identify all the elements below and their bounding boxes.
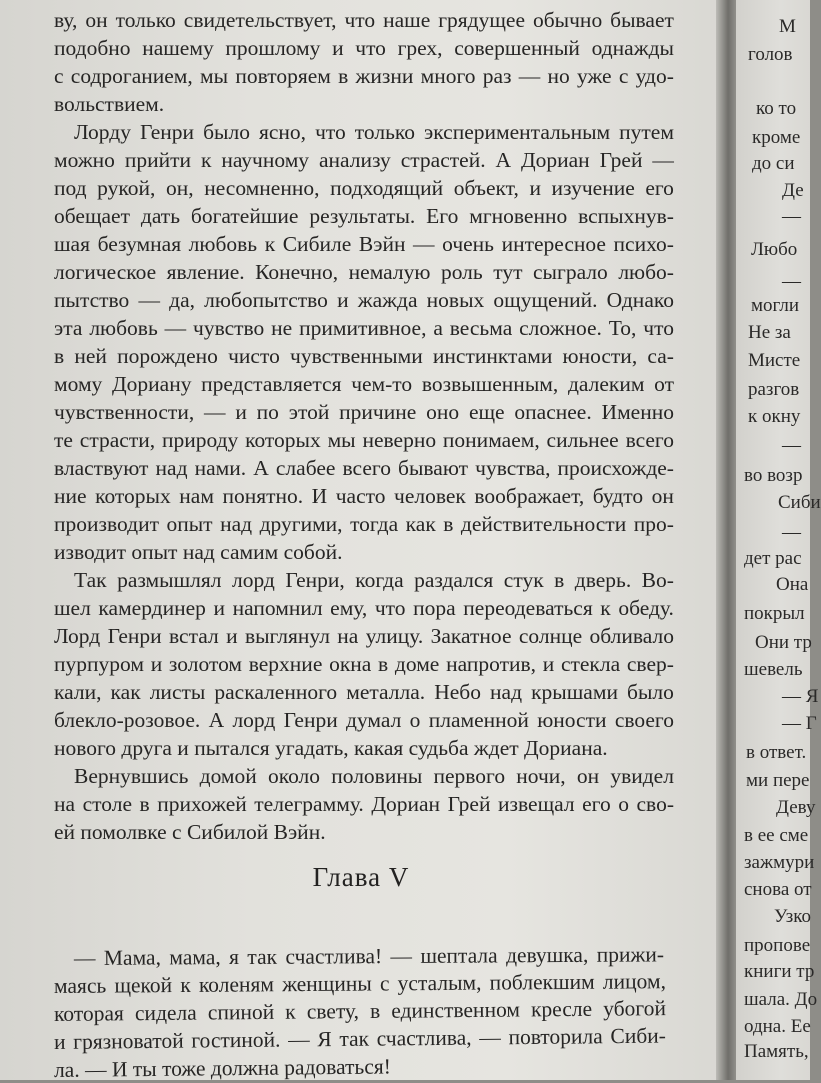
chapter-text-line: ла. — И ты тоже должна радоваться! — [53, 1054, 391, 1082]
right-page-text-line: — — [782, 435, 801, 456]
text-line: можно прийти к научному анализу страстей. А Дориан Грей — — [54, 148, 674, 172]
right-page-text-line: Сиби — [778, 492, 821, 513]
right-page — [736, 0, 821, 1080]
text-line: вольствием. — [54, 92, 165, 116]
text-line: Лорд Генри встал и выглянул на улицу. Закатное солнце обливало — [54, 624, 674, 648]
right-page-text-line: зажмури — [744, 852, 815, 873]
book-gutter — [716, 0, 738, 1080]
right-page-text-line: в ее сме — [744, 825, 809, 846]
text-line: ей помолвке с Сибилой Вэйн. — [54, 820, 326, 844]
right-page-text-line: — — [782, 271, 801, 292]
right-page-text-line: во возр — [744, 465, 803, 486]
right-page-text-line: снова от — [744, 879, 812, 900]
right-page-text-line: книги тр — [744, 961, 815, 982]
right-page-text-line: шала. До — [744, 989, 818, 1010]
text-line: нового друга и пытался угадать, какая судьба ждет Дориана. — [54, 736, 608, 760]
right-page-text-line: голов — [748, 44, 793, 65]
text-line: шел камердинер и напомнил ему, что пора переодеваться к обеду. — [54, 596, 674, 620]
right-page-text-line: покрыл — [744, 603, 805, 624]
right-page-text-line: Узко — [774, 906, 812, 927]
right-page-text-line: к окну — [748, 406, 801, 427]
chapter-text-line: маясь щекой к коленям женщины с усталым, поблекшим лицом, — [53, 969, 666, 998]
text-line: пурпуром и золотом верхние окна в доме напротив, и стекла свер- — [54, 652, 674, 676]
right-page-text-line: — — [782, 522, 801, 543]
text-line: в ней порождено чисто чувственными инстинктами юности, са- — [54, 344, 674, 368]
chapter-text-line: и грязноватой гостиной. — Я так счастлива, — повторила Сиби- — [53, 1023, 667, 1054]
right-page-text-line: ми пере — [746, 770, 810, 791]
right-page-text-line: дет рас — [744, 548, 802, 569]
chapter-title: Глава V — [312, 862, 410, 892]
text-line: логическое явление. Конечно, немалую роль тут сыграло любо- — [54, 260, 674, 284]
right-page-text-line: — Г — [782, 713, 817, 734]
text-line: блекло-розовое. А лорд Генри думал о пламенной юности своего — [54, 708, 674, 732]
right-page-text-line: разгов — [748, 379, 800, 400]
right-page-text-line: Она — [776, 574, 809, 595]
text-line: обещает дать богатейшие результаты. Его мгновенно вспыхнув- — [54, 204, 674, 228]
right-page-text-line: ко то — [756, 98, 797, 119]
text-line: изводит опыт над самим собой. — [54, 540, 343, 564]
text-line: на столе в прихожей телеграмму. Дориан Грей извещал его о сво- — [54, 792, 674, 816]
text-line: ние которых нам понятно. И часто человек воображает, будто он — [54, 484, 674, 508]
text-line: пытство — да, любопытство и жажда новых ощущений. Однако — [54, 288, 674, 312]
text-line: властвуют над нами. А слабее всего бывают чувства, происхожде- — [54, 456, 674, 480]
right-page-text-line: — — [782, 206, 801, 227]
right-page-text-line: — Я — [782, 686, 819, 707]
right-page-text-line: Любо — [751, 239, 798, 260]
right-page-text-line: Де — [782, 180, 804, 201]
text-line: кали, как листы раскаленного металла. Небо над крышами было — [54, 680, 674, 704]
text-line: те страсти, природу которых мы неверно понимаем, сильнее всего — [54, 428, 674, 452]
text-line: эта любовь — чувство не примитивное, а весьма сложное. То, что — [54, 316, 674, 340]
text-line: с содроганием, мы повторяем в жизни много раз — но уже с удо- — [54, 64, 674, 88]
right-page-text-line: одна. Ее — [744, 1016, 811, 1037]
right-page-text-line: кроме — [752, 127, 801, 148]
text-line: Вернувшись домой около половины первого ночи, он увидел — [74, 764, 674, 788]
right-page-text-line: пропове — [744, 935, 811, 956]
text-line: Лорду Генри было ясно, что только экспериментальным путем — [74, 120, 674, 144]
right-page-text-line: Не за — [748, 322, 791, 343]
right-page-text-line: Они тр — [755, 632, 812, 653]
text-line: под рукой, он, несомненно, подходящий объект, и изучение его — [54, 176, 674, 200]
right-page-text-line: в ответ. — [746, 742, 807, 763]
text-line: ву, он только свидетельствует, что наше грядущее обычно бывает — [54, 8, 674, 32]
right-page-text-line: Мисте — [748, 350, 801, 371]
text-line: мому Дориану представляется чем-то возвышенным, далеким от — [54, 372, 674, 396]
text-line: подобно нашему прошлому и что грех, совершенный однажды — [54, 36, 674, 60]
right-page-text-line: до си — [752, 153, 795, 174]
text-line: производит опыт над другими, тогда как в действительности про- — [54, 512, 674, 536]
right-page-text-line: Деву — [776, 797, 816, 818]
text-line: чувственности, — и по этой причине оно еще опаснее. Именно — [54, 400, 674, 424]
right-page-text-line: могли — [751, 295, 800, 316]
right-page-text-line: Память, — [744, 1041, 809, 1062]
right-page-text-line: М — [779, 16, 796, 37]
right-page-text-line: шевель — [744, 659, 803, 680]
chapter-text-line: — Мама, мама, я так счастлива! — шептала девушка, прижи- — [73, 942, 665, 970]
text-line: Так размышлял лорд Генри, когда раздался стук в дверь. Во- — [74, 568, 674, 592]
text-line: шая безумная любовь к Сибиле Вэйн — очень интересное психо- — [54, 232, 674, 256]
chapter-text-line: которая сидела спиной к свету, в единственном кресле убогой — [53, 996, 667, 1026]
